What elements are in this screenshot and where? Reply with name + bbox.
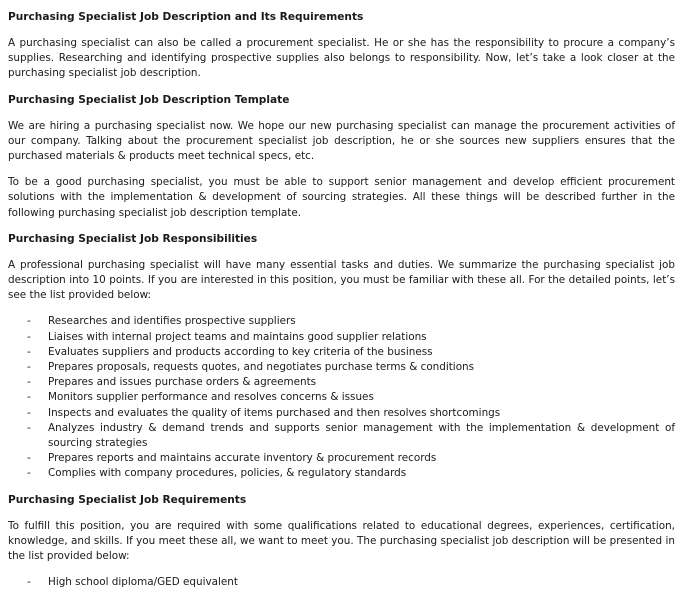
list-item — [8, 375, 675, 390]
list-item — [8, 421, 675, 451]
dash-bullet: - — [27, 452, 31, 465]
dash-bullet: - — [27, 421, 31, 434]
dash-bullet: - — [27, 315, 31, 328]
list-item-text: Inspects and evaluates the quality of items purchased and then resolves shortcomings — [48, 406, 501, 419]
template-paragraph-2: To be a good purchasing specialist, you must be able to support senior management and develop efficient procurement solutions with the implementation & development of sourcing strategies. All these things will be described further in the following purchasing specialist job description template. — [8, 176, 675, 219]
section-heading-intro: Purchasing Specialist Job Description and Its Requirements — [8, 11, 364, 23]
section-heading-requirements: Purchasing Specialist Job Requirements — [8, 493, 247, 506]
section-heading-responsibilities: Purchasing Specialist Job Responsibilities — [8, 232, 258, 245]
list-item — [8, 390, 675, 405]
responsibilities-paragraph: A professional purchasing specialist will have many essential tasks and duties. We summarize the purchasing specialist job description into 10 points. If you are interested in this position, you must be familiar with these all. For the detailed points, let’s see the list provided below: — [8, 258, 675, 302]
dash-bullet: - — [27, 330, 31, 343]
responsibilities-list — [8, 314, 675, 481]
list-item — [8, 575, 675, 590]
dash-bullet: - — [27, 345, 31, 358]
list-item-text: Monitors supplier performance and resolves concerns & issues — [48, 391, 374, 404]
dash-bullet: - — [27, 361, 31, 374]
list-item — [8, 406, 675, 421]
list-item-text: Prepares reports and maintains accurate inventory & procurement records — [48, 452, 437, 465]
dash-bullet: - — [27, 391, 31, 404]
list-item-text: High school diploma/GED equivalent — [48, 576, 238, 589]
dash-bullet: - — [27, 376, 31, 389]
dash-bullet: - — [27, 406, 31, 419]
dash-bullet: - — [27, 467, 31, 480]
dash-bullet: - — [27, 576, 31, 589]
section-heading-template: Purchasing Specialist Job Description Template — [8, 93, 290, 106]
list-item-text: Analyzes industry & demand trends and supports senior management with the implementation & development of sourcing strategies — [48, 421, 675, 450]
list-item — [8, 451, 675, 466]
list-item-text: Researches and identifies prospective suppliers — [48, 315, 296, 328]
requirements-paragraph: To fulfill this position, you are required with some qualifications related to educational degrees, experiences, certification, knowledge, and skills. If you meet these all, we want to meet you. The purchasing specialist job description will be presented in the list provided below: — [8, 519, 675, 563]
list-item-text: Complies with company procedures, policies, & regulatory standards — [48, 467, 407, 480]
list-item — [8, 466, 675, 481]
list-item-text: Prepares proposals, requests quotes, and negotiates purchase terms & conditions — [48, 361, 475, 374]
intro-paragraph: A purchasing specialist can also be called a procurement specialist. He or she has the responsibility to procure a company’s supplies. Researching and identifying prospective supplies also belongs to responsibility. Now, let’s take a look closer at the purchasing specialist job description. — [8, 37, 675, 80]
list-item — [8, 314, 675, 329]
list-item — [8, 330, 675, 345]
list-item — [8, 345, 675, 360]
list-item-text: Evaluates suppliers and products according to key criteria of the business — [48, 345, 433, 358]
template-paragraph-1: We are hiring a purchasing specialist now. We hope our new purchasing specialist can manage the procurement activities of our company. Talking about the procurement specialist job description, he or she sources new suppliers ensures that the purchased materials & products meet technical specs, etc. — [8, 119, 675, 163]
requirements-list — [8, 575, 675, 590]
list-item-text: Prepares and issues purchase orders & agreements — [48, 376, 317, 389]
list-item-text: Liaises with internal project teams and maintains good supplier relations — [48, 330, 427, 343]
list-item — [8, 360, 675, 375]
